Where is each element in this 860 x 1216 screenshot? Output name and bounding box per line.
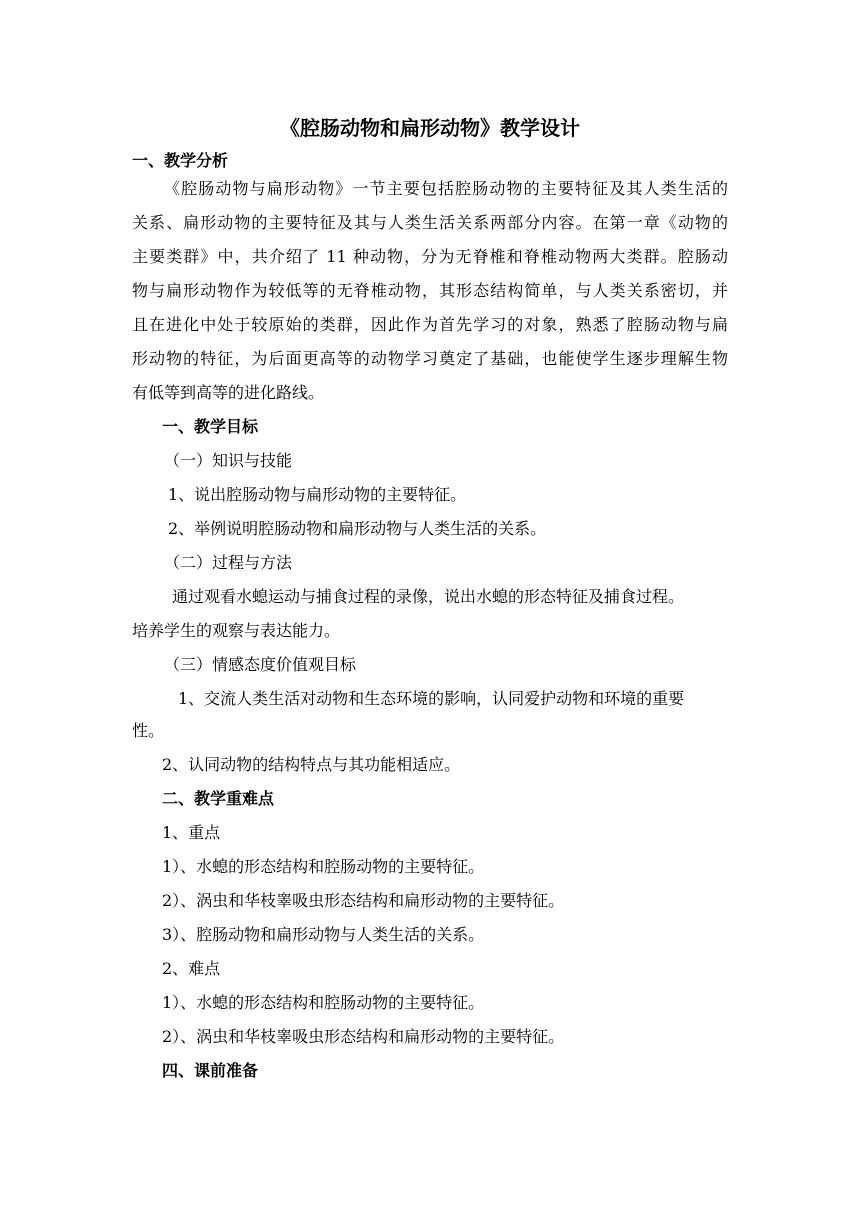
subheading-knowledge: （一）知识与技能 bbox=[164, 451, 293, 470]
analysis-line-6: 形动物的特征，为后面更高等的动物学习奠定了基础，也能使学生逐步理解生物 bbox=[132, 349, 728, 368]
section-heading-keypoints: 二、教学重难点 bbox=[162, 789, 275, 808]
analysis-line-4: 物与扁形动物作为较低等的无脊椎动物，其形态结构简单，与人类关系密切，并 bbox=[132, 281, 728, 300]
section-heading-analysis: 一、教学分析 bbox=[132, 151, 229, 170]
process-line-2: 培养学生的观察与表达能力。 bbox=[132, 621, 341, 640]
analysis-line-1: 《腔肠动物与扁形动物》一节主要包括腔肠动物的主要特征及其人类生活的 bbox=[164, 179, 728, 198]
subheading-attitude: （三）情感态度价值观目标 bbox=[164, 655, 357, 674]
key-item-2: 2）、涡虫和华枝睾吸虫形态结构和扁形动物的主要特征。 bbox=[162, 891, 565, 910]
subheading-process: （二）过程与方法 bbox=[164, 553, 293, 572]
process-line-1: 通过观看水螅运动与捕食过程的录像，说出水螅的形态特征及捕食过程。 bbox=[172, 587, 685, 606]
subheading-key: 1、重点 bbox=[162, 823, 221, 842]
difficult-item-2: 2）、涡虫和华枝睾吸虫形态结构和扁形动物的主要特征。 bbox=[162, 1027, 565, 1046]
attitude-line-3: 2、认同动物的结构特点与其功能相适应。 bbox=[162, 755, 461, 774]
document-title: 《腔肠动物和扁形动物》教学设计 bbox=[280, 116, 580, 140]
key-item-3: 3）、腔肠动物和扁形动物与人类生活的关系。 bbox=[162, 925, 485, 944]
analysis-line-3: 主要类群》中，共介绍了 11 种动物，分为无脊椎和脊椎动物两大类群。腔肠动 bbox=[132, 247, 728, 266]
section-heading-goals: 一、教学目标 bbox=[162, 417, 259, 436]
attitude-line-2: 性。 bbox=[132, 721, 165, 740]
key-item-1: 1）、水螅的形态结构和腔肠动物的主要特征。 bbox=[162, 857, 485, 876]
knowledge-item-1: 1、说出腔肠动物与扁形动物的主要特征。 bbox=[168, 485, 467, 504]
section-heading-prep: 四、课前准备 bbox=[162, 1061, 259, 1080]
subheading-difficult: 2、难点 bbox=[162, 959, 221, 978]
knowledge-item-2: 2、举例说明腔肠动物和扁形动物与人类生活的关系。 bbox=[168, 519, 547, 538]
difficult-item-1: 1）、水螅的形态结构和腔肠动物的主要特征。 bbox=[162, 993, 485, 1012]
analysis-line-2: 关系、扁形动物的主要特征及其与人类生活关系两部分内容。在第一章《动物的 bbox=[132, 213, 728, 232]
analysis-line-7: 有低等到高等的进化路线。 bbox=[132, 383, 325, 402]
attitude-line-1: 1、交流人类生活对动物和生态环境的影响，认同爱护动物和环境的重要 bbox=[178, 689, 685, 708]
analysis-line-5: 且在进化中处于较原始的类群，因此作为首先学习的对象，熟悉了腔肠动物与扁 bbox=[132, 315, 728, 334]
